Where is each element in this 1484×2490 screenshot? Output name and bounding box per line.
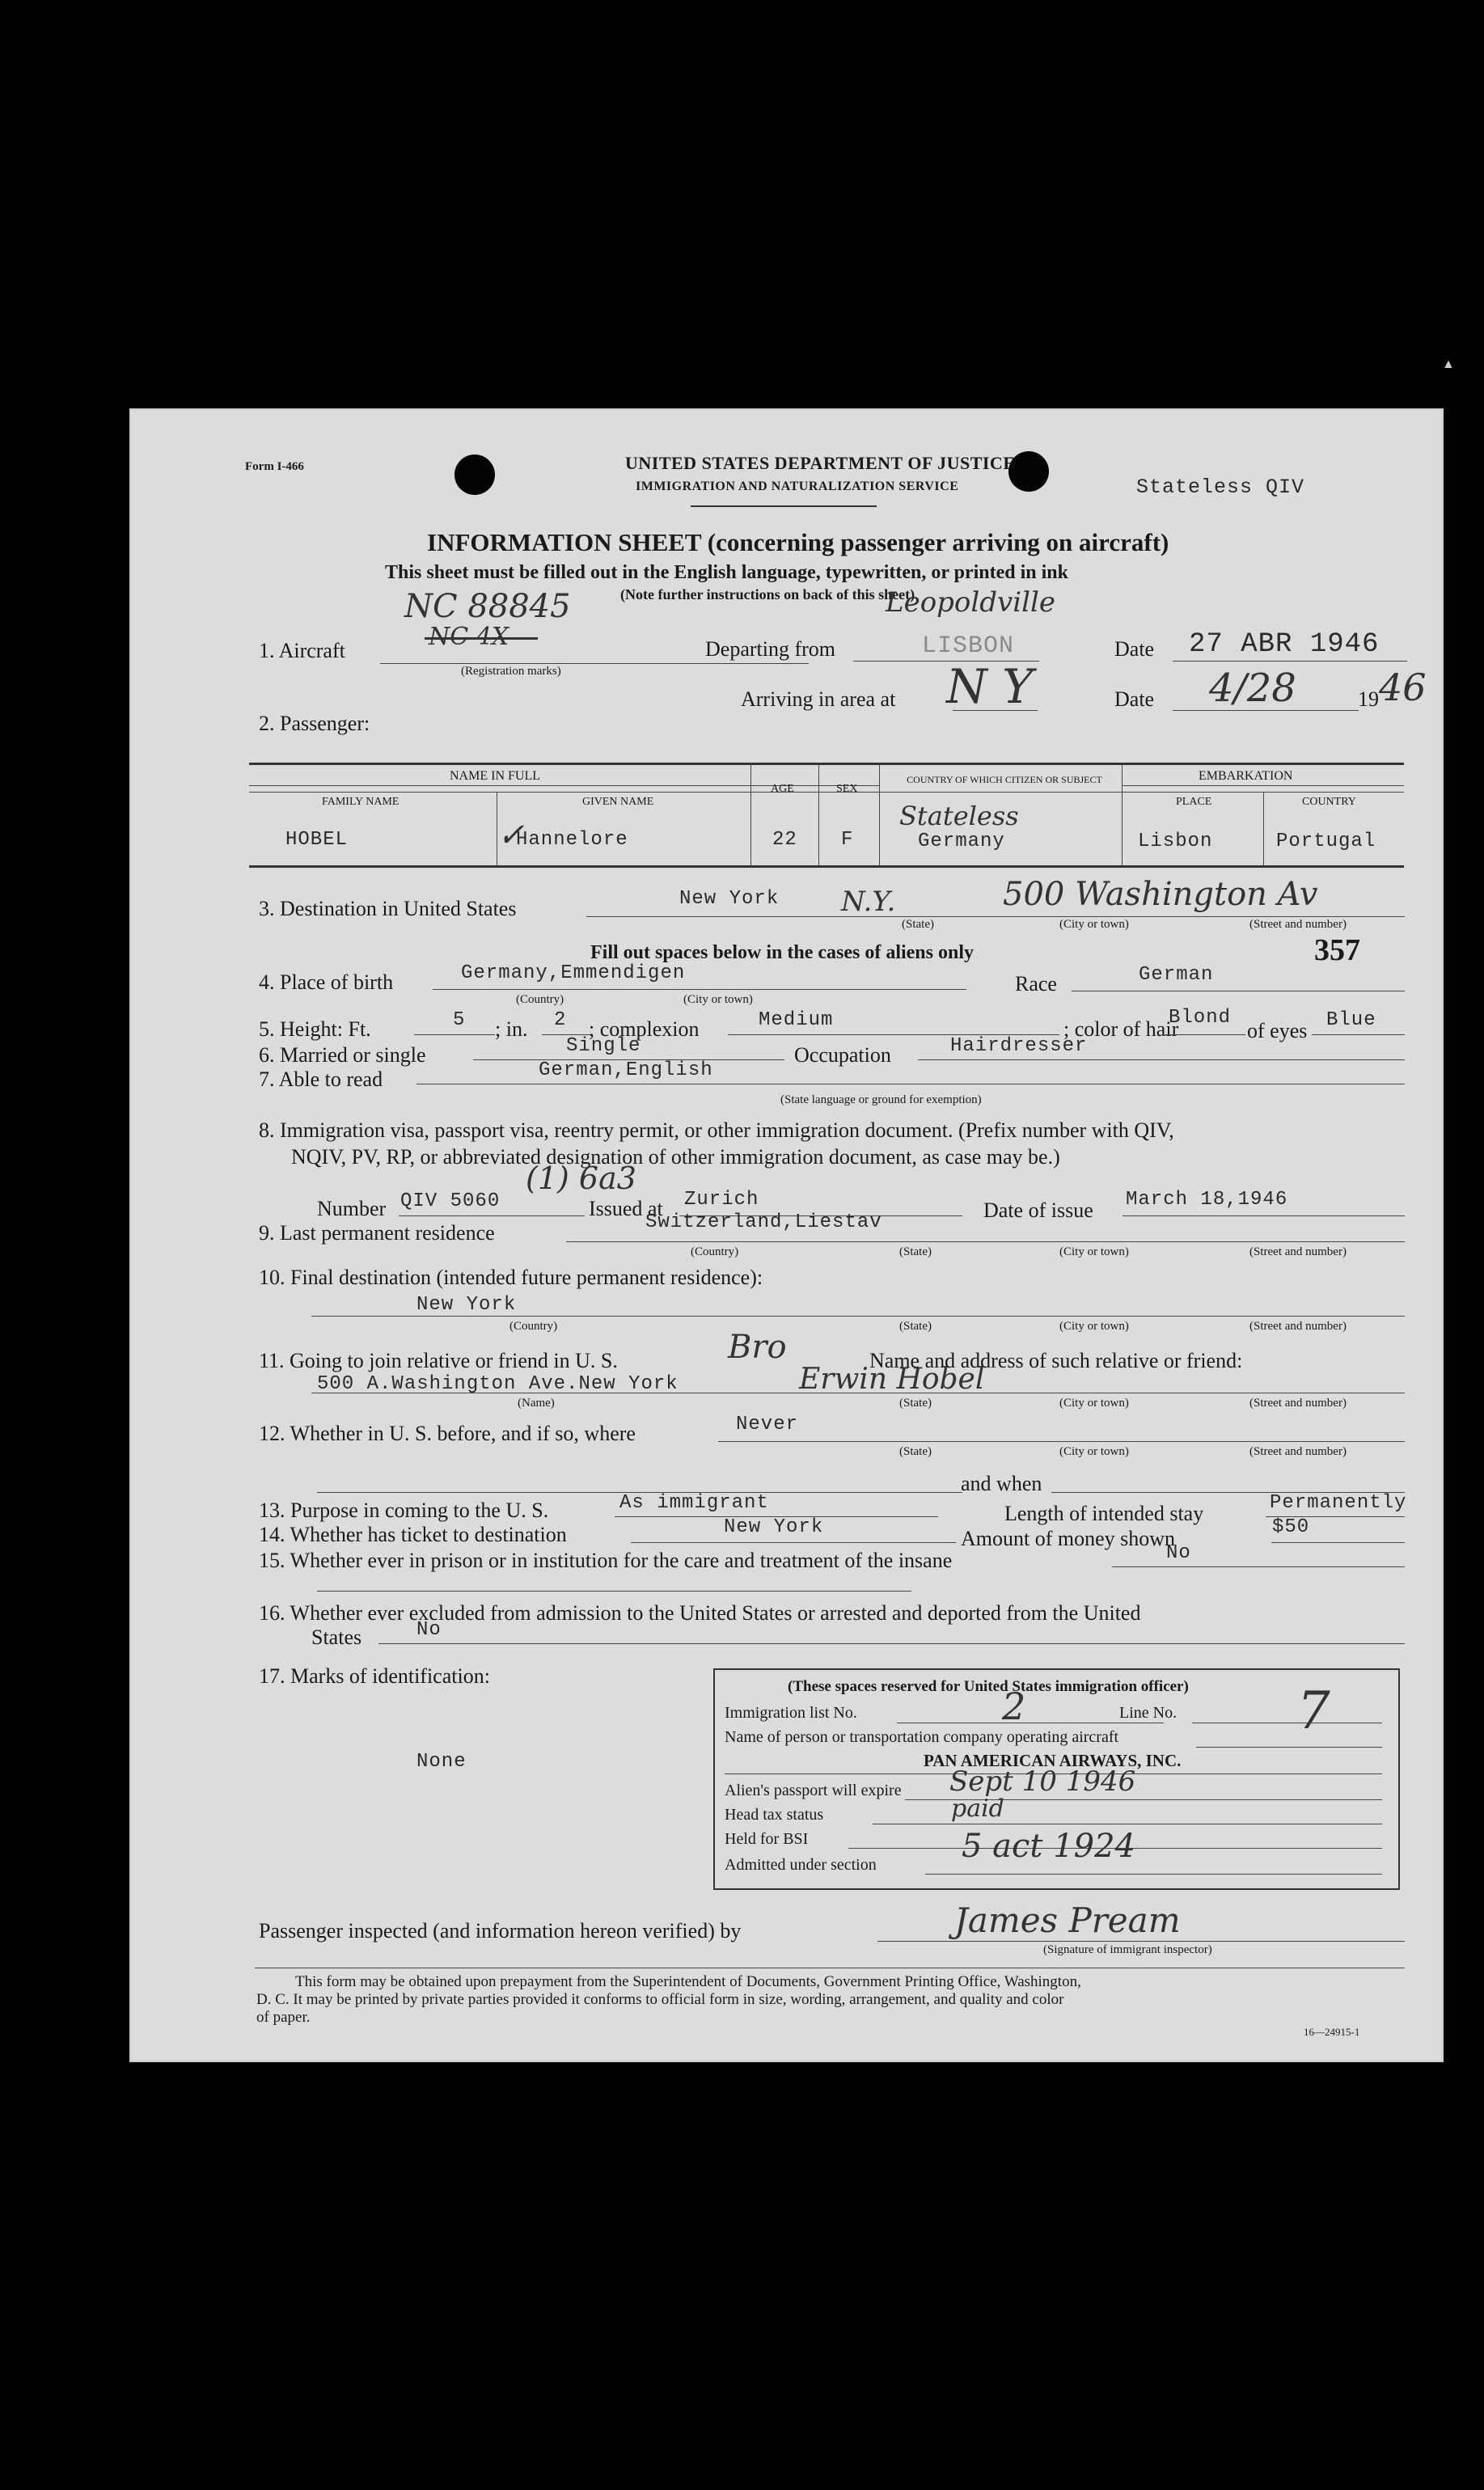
city-caption: (City or town) [1059, 918, 1129, 931]
last-residence-value: Switzerland,Liestav [645, 1211, 882, 1233]
sex-value: F [841, 829, 854, 851]
money-value: $50 [1272, 1516, 1310, 1538]
arrival-date-line [1173, 710, 1359, 711]
stay-length-value: Permanently [1270, 1492, 1407, 1514]
city-caption-6: (City or town) [1059, 1445, 1129, 1458]
line-no-value: 7 [1297, 1681, 1330, 1741]
col-divider [818, 763, 819, 865]
visa-number-value: QIV 5060 [400, 1190, 501, 1212]
name-caption: (Name) [518, 1397, 555, 1410]
edge-mark: ▲ [1442, 357, 1455, 371]
age-header: AGE [771, 783, 794, 795]
agency-service: IMMIGRATION AND NATURALIZATION SERVICE [636, 480, 959, 493]
admitted-line [925, 1874, 1382, 1875]
race-label: Race [1015, 972, 1057, 996]
country-caption-2: (Country) [691, 1245, 739, 1258]
aircraft-registration-struck: NC 4X [429, 623, 509, 651]
signature-line [877, 1941, 1405, 1942]
purpose-label: 13. Purpose in coming to the U. S. [259, 1499, 549, 1522]
country-caption-3: (Country) [509, 1320, 558, 1333]
eyes-label: of eyes [1247, 1019, 1308, 1042]
citizenship-handwritten: Stateless [899, 801, 1019, 831]
state-caption-2: (State) [899, 1245, 932, 1258]
arriving-city-handwritten: N Y [946, 659, 1034, 714]
list-no-value: 2 [1002, 1685, 1026, 1728]
ticket-label: 14. Whether has ticket to destination [259, 1523, 567, 1546]
place-header: PLACE [1176, 796, 1212, 808]
given-name-value: Hannelore [516, 829, 628, 851]
state-caption-5: (State) [899, 1445, 932, 1458]
city-caption-5: (City or town) [1059, 1397, 1129, 1410]
corner-note: Stateless QIV [1136, 476, 1305, 499]
eyes-value: Blue [1326, 1009, 1376, 1031]
destination-street-handwritten: 500 Washington Av [1003, 876, 1318, 913]
footer-text-1: This form may be obtained upon prepayment from the Superintendent of Documents, Government Printing Office, Washington, [295, 1973, 1081, 1990]
admitted-value: 5 act 1924 [962, 1828, 1135, 1865]
complexion-value: Medium [759, 1009, 834, 1031]
destination-label: 3. Destination in United States [259, 897, 517, 920]
visa-number-line [399, 1215, 585, 1216]
visa-label-1: 8. Immigration visa, passport visa, reentry permit, or other immigration document. (Prefix number with QIV, [259, 1118, 1174, 1142]
street-caption: (Street and number) [1249, 918, 1347, 931]
bsi-label: Held for BSI [725, 1830, 809, 1848]
street-caption-3: (Street and number) [1249, 1320, 1347, 1333]
issue-date-line [1123, 1215, 1405, 1216]
embarkation-header: EMBARKATION [1199, 769, 1293, 783]
aircraft-registration-handwritten: NC 88845 [404, 588, 571, 625]
street-caption-4: (Street and number) [1249, 1397, 1347, 1410]
occupation-label: Occupation [794, 1043, 891, 1067]
departure-date-line [1173, 661, 1407, 662]
hair-label: ; color of hair [1063, 1017, 1179, 1041]
height-in-value: 2 [554, 1009, 567, 1031]
list-no-label: Immigration list No. [725, 1704, 857, 1722]
prison-value: No [1166, 1542, 1191, 1564]
marital-label: 6. Married or single [259, 1043, 426, 1067]
height-in-label: ; in. [495, 1017, 528, 1041]
departing-label: Departing from [705, 637, 836, 661]
relative-address-value: 500 A.Washington Ave.New York [317, 1373, 679, 1395]
age-value: 22 [772, 829, 797, 851]
eyes-line [1312, 1034, 1405, 1035]
complexion-label: ; complexion [589, 1017, 700, 1041]
birth-place-label: 4. Place of birth [259, 970, 394, 994]
col-divider [1122, 763, 1123, 865]
relative-handwritten: Bro [728, 1329, 787, 1366]
issue-date-label: Date of issue [983, 1198, 1093, 1222]
date-label: Date [1114, 637, 1155, 661]
occupation-value: Hairdresser [950, 1035, 1088, 1057]
city-caption-3: (City or town) [1059, 1245, 1129, 1258]
destination-state-handwritten: N.Y. [841, 886, 896, 918]
marital-value: Single [566, 1035, 641, 1057]
table-header-rule [249, 792, 1404, 793]
arrival-year-handwritten: 46 [1379, 666, 1427, 709]
col-divider [879, 763, 880, 865]
given-name-header: GIVEN NAME [582, 796, 654, 808]
form-number: Form I-466 [245, 460, 304, 473]
excluded-label-2: States [311, 1625, 362, 1649]
carrier-label: Name of person or transportation company operating aircraft [725, 1728, 1119, 1746]
purpose-value: As immigrant [619, 1492, 769, 1514]
street-caption-2: (Street and number) [1249, 1245, 1347, 1258]
destination-line [586, 916, 1405, 917]
table-bottom-rule [249, 865, 1404, 868]
registration-caption: (Registration marks) [461, 665, 561, 678]
line-no-label: Line No. [1119, 1704, 1177, 1722]
excluded-value: No [416, 1619, 442, 1641]
last-residence-label: 9. Last permanent residence [259, 1221, 495, 1245]
languages-value: German,English [539, 1059, 713, 1081]
money-line [1271, 1542, 1405, 1543]
embark-place-value: Lisbon [1138, 831, 1213, 852]
aircraft-label: 1. Aircraft [259, 639, 345, 662]
arriving-field-line [953, 710, 1038, 711]
citizenship-value: Germany [918, 831, 1005, 852]
marks-label: 17. Marks of identification: [259, 1664, 490, 1688]
check-mark: ✓ [497, 817, 525, 854]
embark-country-value: Portugal [1276, 831, 1376, 852]
form-title: INFORMATION SHEET (concerning passenger arriving on aircraft) [427, 528, 1169, 556]
prison-line [1112, 1566, 1405, 1567]
agency-name: UNITED STATES DEPARTMENT OF JUSTICE [625, 453, 1016, 473]
visa-handwritten: (1) 6a3 [526, 1160, 636, 1196]
final-destination-line [311, 1316, 1405, 1317]
head-tax-value: paid [951, 1795, 1004, 1823]
col-divider [1263, 792, 1264, 865]
birth-place-line [433, 989, 966, 990]
stay-length-label: Length of intended stay [1004, 1502, 1204, 1525]
table-top-rule [249, 763, 1404, 765]
form-instructions: This sheet must be filled out in the English language, typewritten, or printed in ink [385, 562, 1068, 583]
ticket-value: New York [724, 1516, 824, 1538]
height-label: 5. Height: Ft. [259, 1017, 371, 1041]
page-number: 357 [1314, 933, 1360, 967]
read-label: 7. Able to read [259, 1067, 383, 1091]
us-before-value: Never [736, 1414, 799, 1435]
excluded-line [378, 1643, 1405, 1644]
height-ft-value: 5 [453, 1009, 466, 1031]
family-name-value: HOBEL [285, 829, 349, 851]
passenger-label: 2. Passenger: [259, 712, 370, 735]
footer-text-3: of paper. [256, 2009, 311, 2026]
join-label: 11. Going to join relative or friend in U. S. [259, 1349, 618, 1372]
issued-at-value: Zurich [684, 1189, 759, 1211]
occupation-line [918, 1059, 1405, 1060]
embark-subheader-rule [1122, 785, 1404, 786]
aliens-only-heading: Fill out spaces below in the cases of aliens only [590, 942, 975, 963]
city-caption-2: (City or town) [683, 993, 753, 1006]
punch-hole-left [455, 454, 495, 495]
ticket-line [631, 1542, 956, 1543]
carrier-line-1 [1196, 1747, 1382, 1748]
visa-number-label: Number [317, 1197, 387, 1220]
excluded-label-1: 16. Whether ever excluded from admission to the United States or arrested and deported from the United [259, 1601, 1141, 1625]
destination-city: New York [679, 888, 780, 910]
aircraft-field-line [380, 663, 809, 664]
admitted-label: Admitted under section [725, 1856, 877, 1874]
family-name-header: FAMILY NAME [322, 796, 400, 808]
passport-expiry-value: Sept 10 1946 [949, 1765, 1136, 1798]
col-divider [750, 763, 751, 865]
language-caption: (State language or ground for exemption) [780, 1093, 982, 1106]
money-label: Amount of money shown [961, 1527, 1176, 1550]
arrival-year-prefix: 19 [1358, 687, 1379, 711]
relative-name-handwritten: Erwin Hobel [799, 1363, 985, 1396]
passport-expiry-label: Alien's passport will expire [725, 1782, 902, 1799]
visa-label-2: NQIV, PV, RP, or abbreviated designation of other immigration document, as case may be.) [291, 1145, 1060, 1169]
city-caption-4: (City or town) [1059, 1320, 1129, 1333]
officer-box-title: (These spaces reserved for United States immigration officer) [788, 1678, 1189, 1695]
state-caption: (State) [902, 918, 934, 931]
footer-code: 16—24915-1 [1304, 2026, 1360, 2038]
signature-caption: (Signature of immigrant inspector) [1043, 1943, 1212, 1956]
head-tax-label: Head tax status [725, 1806, 824, 1824]
marks-value: None [416, 1751, 467, 1773]
country-caption: (Country) [516, 993, 564, 1006]
issue-date-value: March 18,1946 [1126, 1189, 1288, 1211]
state-caption-3: (State) [899, 1320, 932, 1333]
date-label-2: Date [1114, 687, 1155, 711]
country-header: COUNTRY [1302, 796, 1356, 808]
us-before-line [718, 1441, 1405, 1442]
arrival-date-handwritten: 4/28 [1209, 666, 1296, 711]
hair-line [1165, 1034, 1245, 1035]
departure-date: 27 ABR 1946 [1189, 629, 1380, 660]
name-in-full-header: NAME IN FULL [450, 769, 540, 783]
us-before-label: 12. Whether in U. S. before, and if so, where [259, 1422, 636, 1445]
inspected-label: Passenger inspected (and information hereon verified) by [259, 1919, 742, 1943]
sex-header: SEX [836, 783, 858, 795]
final-destination-label: 10. Final destination (intended future permanent residence): [259, 1266, 763, 1289]
strikethrough-mark [425, 637, 538, 640]
relative-address-label: Name and address of such relative or friend: [869, 1349, 1243, 1372]
last-residence-line [566, 1241, 1405, 1242]
height-ft-line [414, 1034, 495, 1035]
prison-continuation-line [317, 1591, 911, 1592]
state-caption-4: (State) [899, 1397, 932, 1410]
issued-at-label: Issued at [589, 1197, 663, 1220]
citizenship-header: COUNTRY OF WHICH CITIZEN OR SUBJECT [907, 774, 1102, 785]
birth-place-value: Germany,Emmendigen [461, 962, 686, 984]
officer-box [713, 1668, 1400, 1890]
arriving-label: Arriving in area at [741, 687, 896, 711]
race-value: German [1139, 964, 1214, 986]
header-rule [691, 505, 877, 507]
departing-city: LISBON [922, 632, 1015, 660]
hair-value: Blond [1169, 1007, 1232, 1029]
prison-label: 15. Whether ever in prison or in institution for the care and treatment of the insane [259, 1549, 953, 1572]
departing-handwritten: Leopoldville [886, 586, 1055, 619]
footer-text-2: D. C. It may be printed by private parties provided it conforms to official form in size, wording, arrangement, and quality and color [256, 1991, 1064, 2008]
final-destination-value: New York [416, 1294, 517, 1316]
street-caption-5: (Street and number) [1249, 1445, 1347, 1458]
carrier-value: PAN AMERICAN AIRWAYS, INC. [924, 1751, 1182, 1770]
document-page [129, 408, 1444, 2062]
form-instructions-note: (Note further instructions on back of this sheet) [620, 586, 915, 602]
and-when-label: and when [961, 1472, 1042, 1495]
inspector-signature: James Pream [954, 1900, 1181, 1940]
